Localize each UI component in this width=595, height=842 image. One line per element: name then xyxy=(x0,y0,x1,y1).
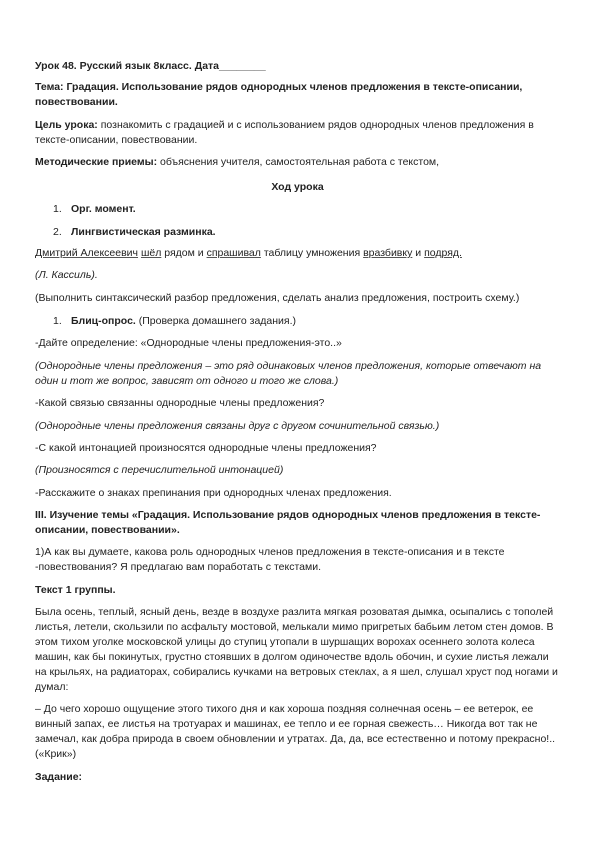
answer-text: (Однородные члены предложения – это ряд одинаковых членов предложения, которые отвечают на один и тот же вопрос, зависят от одного и того же слова.) xyxy=(35,360,542,387)
goal-text: познакомить с градацией и с использованием рядов однородных членов предложения в тексте-описании, повествовании. xyxy=(35,119,534,146)
sentence-predicate-1: шёл xyxy=(140,247,162,259)
list-number: 2. xyxy=(53,226,62,238)
sentence-predicate-2: спрашивал xyxy=(206,247,261,259)
topic-label: Тема: xyxy=(35,81,64,93)
list-text: Орг. момент. xyxy=(71,203,136,215)
question-text: -С какой интонацией произносятся однородные члены предложения? xyxy=(35,442,377,454)
list-number: 1. xyxy=(53,203,62,215)
question-text: -Дайте определение: «Однородные члены предложения-это..» xyxy=(35,337,342,349)
methods-label: Методические приемы: xyxy=(35,156,158,168)
text-group-title: Текст 1 группы. xyxy=(35,584,116,596)
parse-instruction: (Выполнить синтаксический разбор предложения, сделать анализ предложения, построить схему.) xyxy=(35,292,520,304)
list-item xyxy=(53,202,136,217)
lesson-topic xyxy=(35,80,563,110)
lesson-methods xyxy=(35,155,563,170)
methods-text: объяснения учителя, самостоятельная работа с текстом, xyxy=(160,156,440,168)
sentence-adverb-1: вразбивку xyxy=(363,247,413,259)
section-heading: III. Изучение темы «Градация. Использование рядов однородных членов предложения в тексте-описании, повествовании». xyxy=(35,509,541,536)
goal-label: Цель урока: xyxy=(35,119,98,131)
sentence-part: и xyxy=(415,247,422,259)
list-item xyxy=(53,225,216,240)
example-sentence xyxy=(35,246,563,261)
blitz-text: (Проверка домашнего задания.) xyxy=(138,315,297,327)
blitz-label: Блиц-опрос. xyxy=(71,315,136,327)
task-label: Задание: xyxy=(35,771,83,783)
answer-text: (Произносятся с перечислительной интонацией) xyxy=(35,464,284,476)
course-title: Ход урока xyxy=(271,181,324,193)
question-text: -Какой связью связанны однородные члены предложения? xyxy=(35,397,325,409)
sentence-part: рядом и xyxy=(164,247,204,259)
lesson-goal xyxy=(35,118,563,148)
sentence-part: таблицу умножения xyxy=(263,247,361,259)
topic-text: Градация. Использование рядов однородных членов предложения в тексте-описании, повествовании. xyxy=(35,81,523,108)
sentence-adverb-2: подряд. xyxy=(424,247,462,259)
text-paragraph: – До чего хорошо ощущение этого тихого дня и как хороша поздняя солнечная осень – ее ветерок, ее винный запах, ее листья на тротуарах и машинах, ее тепло и ее горная свежесть… Никогда вот так не замечал, как добра природа в своем обновлении и утратах. Да, да, все естественно и потому прекрасно!.. («Крик») xyxy=(35,703,556,760)
question-text: -Расскажите о знаках препинания при однородных членах предложения. xyxy=(35,487,392,499)
lesson-header: Урок 48. Русский язык 8класс. Дата________ xyxy=(35,60,266,72)
list-item-blitz xyxy=(53,314,296,329)
list-text: Лингвистическая разминка. xyxy=(71,226,216,238)
answer-text: (Однородные члены предложения связаны друг с другом сочинительной связью.) xyxy=(35,420,440,432)
list-number: 1. xyxy=(53,315,62,327)
discussion-question: 1)А как вы думаете, какова роль однородных членов предложения в тексте-описания и в тексте -повествования? Я предлагаю вам поработать с текстами. xyxy=(35,546,505,573)
sentence-subject: Дмитрий Алексеевич xyxy=(35,247,139,259)
sentence-author: (Л. Кассиль). xyxy=(35,269,98,281)
text-paragraph: Была осень, теплый, ясный день, везде в воздухе разлита мягкая розоватая дымка, осыпались с тополей листья, летели, скользили по асфальту мостовой, мелькали мимо пригретых бабьим летом стен домов. В этом тихом уголке московской улицы до ступиц утопали в шуршащих ворохах осеннего золота колеса машин, как бы покинутых, грустно стоявших в долгом одиночестве вдоль обочин, и сухие листья лежали на крыльях, на радиаторах, собирались кучками на ветровых стеклах, а я шел, слушал хруст под ногами и думал: xyxy=(35,606,558,693)
